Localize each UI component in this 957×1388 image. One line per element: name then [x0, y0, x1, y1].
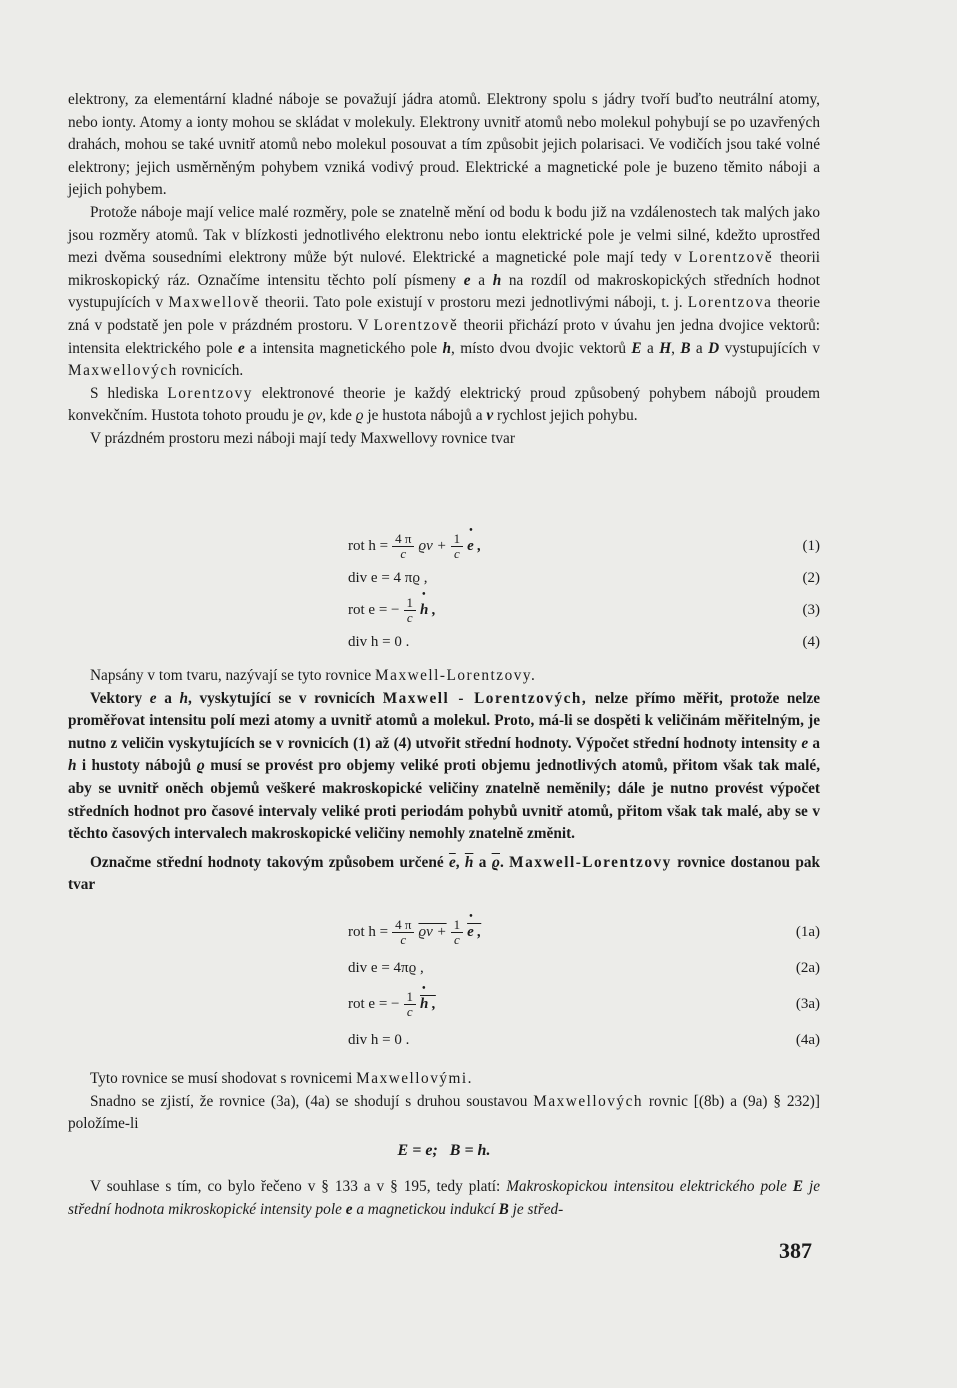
equation-number: (2)	[802, 570, 820, 586]
equations-macroscopic	[348, 916, 820, 1060]
text-block-top	[68, 89, 820, 451]
fraction-1-c: $\frac{1}{c}$	[451, 918, 464, 947]
equation-3a: rot e = − $\frac{1}{c}$ • h , (3a)	[348, 988, 820, 1024]
equation-3: rot e = − $\frac{1}{c}$ • h , (3)	[348, 594, 820, 626]
equation-number: (4a)	[795, 1032, 820, 1048]
paragraph-ml-equations: Napsány v tom tvaru, nazývají se tyto rovnice Maxwell-Lorentzovy.	[90, 667, 537, 684]
paragraph-mean-values: Označme střední hodnoty takovým způsobem určené $\overline{e}$, $\overline{h}$ a $\overline{ϱ}$. Maxwell-Lorentzovy rovnice dostanou pak tvar	[68, 853, 820, 894]
equation-number: (4)	[802, 634, 820, 650]
equation-1a: rot h = $\frac{4 \pi}{c}$ ϱv + $\frac{1}{c}$ • e , (1a)	[348, 916, 820, 952]
page-number: 387	[779, 1238, 812, 1263]
paragraph-electrons: elektrony, za elementární kladné náboje se považují jádra atomů. Elektrony spolu s jádry tvoří buďto neutrální atomy, nebo ionty. Atomy a ionty mohou se skládat v molekuly. Elektrony uvnitř atomů nebo molekul pohybují se po uzavřených drahách, mohou se také uvnitř atomů nebo molekul posouvat a tím způsobit jejich polarisaci. Ve vodičích jsou také volné elektrony; jejich usměrněným pohybem vzniká vodivý proud. Elektrické a magnetické pole je buzeno těmito náboji a jejich pohybem.	[68, 91, 820, 199]
equation-number: (3a)	[795, 996, 820, 1012]
fraction-1-c: $\frac{1}{c}$	[451, 532, 464, 561]
paragraph-fields: Protože náboje mají velice malé rozměry, pole se znatelně mění od bodu k bodu již na vzdálenostech tak malých jako jsou rozměry atomů. Tak v blízkosti jednotlivého elektronu nebo iontu elektrické pole je velmi silné, kdežto uprostřed mezi dvěma sousedními elektrony může být nulové. Elektrické a magnetické pole mají tedy v Lorentzově theorii mikroskopický ráz. Označíme intensitu těchto polí písmeny e a h na rozdíl od makroskopických středních hodnot vystupujících v Maxwellově theorii. Tato pole existují v prostoru mezi jednotlivými náboji, t. j. Lorentzova theorie zná v podstatě jen pole v prázdném prostoru. V Lorentzově theorii přichází proto v úvahu jen jedna dvojice vektorů: intensita elektrického pole e a intensita magnetického pole h, místo dvou dvojic vektorů E a H, B a D vystupujících v Maxwellových rovnicích.	[68, 203, 821, 380]
equation-2a: div e = 4πϱ , (2a)	[348, 960, 820, 976]
fraction-4pi-c: $\frac{4 \pi}{c}$	[392, 532, 414, 561]
equation-number: (2a)	[795, 960, 820, 976]
fraction-1-c: $\frac{1}{c}$	[404, 596, 417, 625]
equation-number: (1a)	[795, 924, 820, 940]
paragraph-averaging: Vektory e a h, vyskytující se v rovnicích Maxwell - Lorentzových, nelze přímo měřit, protože nelze proměřovat intensitu polí mezi atomy a uvnitř atomů a molekul. Proto, má-li se dospěti k veličinám měřitelným, je nutno z veličin vyskytujících se v rovnicích (1) až (4) utvořit střední hodnoty. Výpočet střední hodnoty intensity e a h i hustoty nábojů ϱ musí se provést pro objemy veliké proti objemu jednotlivých atomů, přitom však tak malé, aby se uvnitř oněch objemů veškeré makroskopické veličiny znatelně neměnily; dále je nutno provést výpočet středních hodnot pro časové intervaly veliké proti periodám pohybů uvnitř atomů, přitom však tak malé, aby se v těchto časových intervalech makroskopické veličiny nemohly znatelně změnit.	[68, 689, 821, 843]
equation-number: (3)	[802, 602, 820, 618]
text-block-bottom	[68, 1068, 820, 1222]
fraction-4pi-c: $\frac{4 \pi}{c}$	[392, 918, 414, 947]
equation-4a: div h = 0 . (4a)	[348, 1032, 820, 1048]
fraction-1-c: $\frac{1}{c}$	[404, 990, 417, 1019]
paragraph-conclusion: V souhlase s tím, co bylo řečeno v § 133 a v § 195, tedy platí: Makroskopickou intensitou elektrického pole E je střední hodnota mikroskopické intensity pole e a magnetickou indukcí B je střed-	[68, 1178, 821, 1218]
text-block-middle	[68, 665, 820, 897]
equation-4: div h = 0 . (4)	[348, 634, 820, 650]
paragraph-second-system: Snadno se zjistí, že rovnice (3a), (4a) se shodují s druhou soustavou Maxwellových rovnic [(8b) a (9a) § 232)] položíme-li	[68, 1092, 820, 1133]
equation-1: rot h = $\frac{4 \pi}{c}$ ϱv + $\frac{1}{c}$ • e , (1)	[348, 530, 820, 562]
equations-microscopic	[348, 530, 820, 658]
equation-number: (1)	[802, 538, 820, 554]
paragraph-maxwell-intro: V prázdném prostoru mezi náboji mají tedy Maxwellovy rovnice tvar	[90, 429, 515, 447]
equation-equalities: E = e; B = h.	[397, 1141, 491, 1159]
paragraph-convection: S hlediska Lorentzovy elektronové theorie je každý elektrický proud způsobený pohybem nábojů proudem konvekčním. Hustota tohoto proudu je ϱv, kde ϱ je hustota nábojů a v rychlost jejich pohybu.	[68, 384, 820, 425]
equation-2: div e = 4 πϱ , (2)	[348, 570, 820, 586]
paragraph-coincide: Tyto rovnice se musí shodovat s rovnicemi Maxwellovými.	[90, 1070, 473, 1087]
